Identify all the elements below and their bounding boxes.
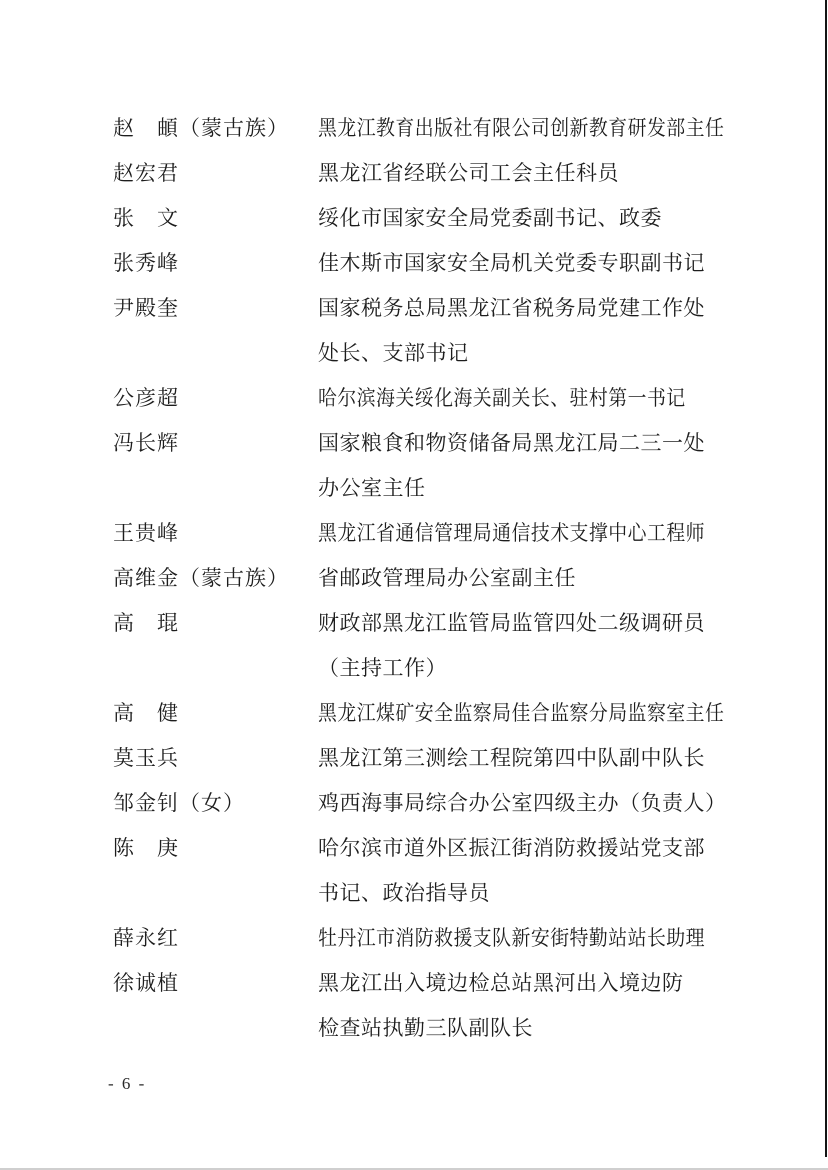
person-name: 冯长辉	[113, 432, 179, 455]
person-title: （主持工作）	[318, 657, 447, 680]
person-title: 黑龙江教育出版社有限公司创新教育研发部主任	[318, 117, 725, 140]
person-title: 鸡西海事局综合办公室四级主办（负责人）	[318, 792, 727, 815]
person-name	[113, 871, 318, 916]
person-name: 高 琨	[113, 612, 179, 635]
person-title: 黑龙江出入境边检总站黑河出入境边防	[318, 972, 684, 995]
person-name	[113, 1006, 318, 1051]
list-row	[113, 376, 773, 421]
person-title: 书记、政治指导员	[318, 882, 490, 905]
list-row	[113, 916, 773, 961]
person-title: 哈尔滨海关绥化海关副关长、驻村第一书记	[318, 387, 686, 410]
list-row-continuation	[113, 466, 773, 511]
list-row	[113, 736, 773, 781]
recognition-list	[113, 106, 773, 1051]
list-row	[113, 241, 773, 286]
person-title: 办公室主任	[318, 477, 426, 500]
person-name: 赵 頔（蒙古族）	[113, 117, 289, 140]
person-title: 省邮政管理局办公室副主任	[318, 567, 576, 590]
page-number: - 6 -	[108, 1074, 147, 1093]
list-row	[113, 556, 773, 601]
person-title: 绥化市国家安全局党委副书记、政委	[318, 207, 662, 230]
person-title: 黑龙江省通信管理局通信技术支撑中心工程师	[318, 522, 705, 545]
list-row	[113, 781, 773, 826]
scan-edge-right	[825, 0, 827, 1157]
list-row	[113, 421, 773, 466]
list-row	[113, 691, 773, 736]
list-row	[113, 826, 773, 871]
person-name: 徐诚植	[113, 972, 179, 995]
person-name: 公彦超	[113, 387, 179, 410]
list-row-continuation	[113, 331, 773, 376]
person-name: 王贵峰	[113, 522, 179, 545]
person-title: 国家税务总局黑龙江省税务局党建工作处	[318, 297, 705, 320]
person-title: 黑龙江省经联公司工会主任科员	[318, 162, 619, 185]
person-name: 赵宏君	[113, 162, 179, 185]
list-row	[113, 511, 773, 556]
person-name: 尹殿奎	[113, 297, 179, 320]
person-name: 莫玉兵	[113, 747, 179, 770]
person-name: 薛永红	[113, 927, 179, 950]
person-title: 国家粮食和物资储备局黑龙江局二三一处	[318, 432, 705, 455]
person-name	[113, 646, 318, 691]
list-row	[113, 961, 773, 1006]
person-name: 邹金钊（女）	[113, 792, 245, 815]
person-name	[113, 466, 318, 511]
list-row-continuation	[113, 871, 773, 916]
person-title: 检查站执勤三队副队长	[318, 1017, 533, 1040]
person-title: 哈尔滨市道外区振江街消防救援站党支部	[318, 837, 705, 860]
list-row-continuation	[113, 1006, 773, 1051]
person-title: 财政部黑龙江监管局监管四处二级调研员	[318, 612, 705, 635]
person-title: 黑龙江第三测绘工程院第四中队副中队长	[318, 747, 705, 770]
person-name	[113, 331, 318, 376]
list-row	[113, 106, 773, 151]
list-row	[113, 151, 773, 196]
list-row	[113, 601, 773, 646]
list-row	[113, 286, 773, 331]
person-name: 陈 庚	[113, 837, 179, 860]
person-title: 牡丹江市消防救援支队新安街特勤站站长助理	[318, 927, 705, 950]
person-name: 张 文	[113, 207, 179, 230]
person-name: 张秀峰	[113, 252, 179, 275]
person-title: 处长、支部书记	[318, 342, 469, 365]
person-name: 高维金（蒙古族）	[113, 567, 289, 590]
person-title: 黑龙江煤矿安全监察局佳合监察分局监察室主任	[318, 702, 725, 725]
person-title: 佳木斯市国家安全局机关党委专职副书记	[318, 252, 705, 275]
list-row-continuation	[113, 646, 773, 691]
person-name: 高 健	[113, 702, 179, 725]
list-row	[113, 196, 773, 241]
